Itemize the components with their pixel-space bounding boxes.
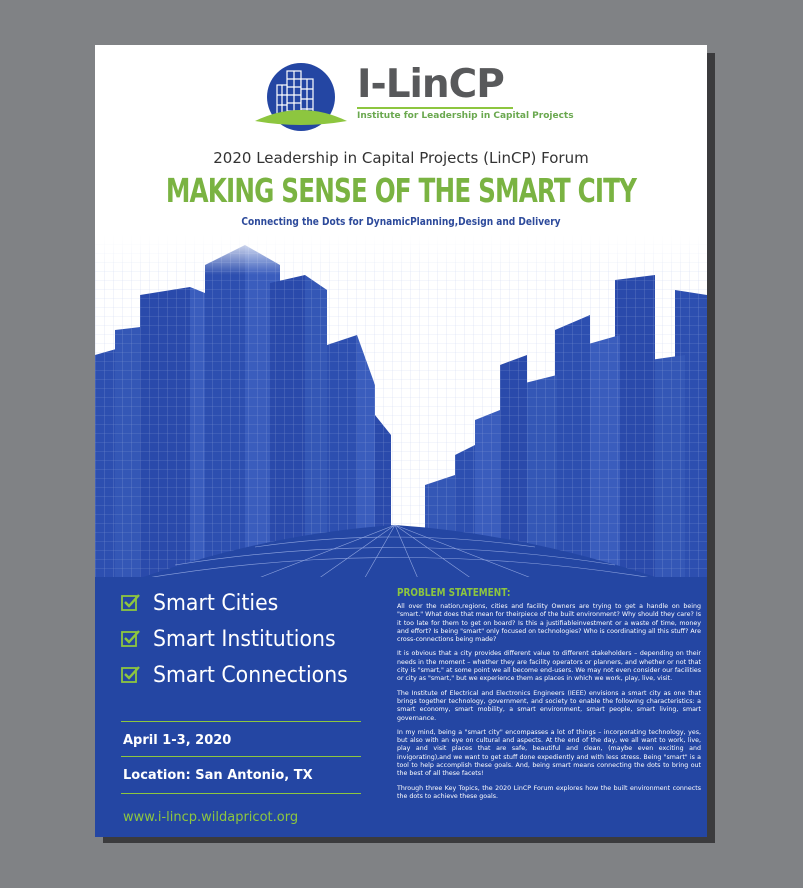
problem-paragraph: In my mind, being a "smart city" encompasses a lot of things – incorporating technology, yes, but also with an eye on cultural and aspects. At the end of the day, we all want to work, live, play and visit places that are safe, beautiful and clean, (maybe even exciting and invigorating),and we want to get stuff done expediently and with less stress. Being "smart" is a tool to help accomplish these goals. And, being smart means connecting the dots to bring out the best of all these facets!	[397, 728, 701, 778]
topic-label: Smart Institutions	[153, 626, 336, 652]
divider	[121, 756, 361, 757]
flyer-page	[95, 45, 707, 837]
problem-statement-title: PROBLEM STATEMENT:	[397, 587, 511, 599]
topic-item	[121, 657, 362, 693]
problem-paragraph: Through three Key Topics, the 2020 LinCP Forum explores how the built environment connects the dots to achieve these goals.	[397, 784, 701, 800]
cityscape-illustration	[95, 235, 707, 595]
event-dates: April 1-3, 2020	[123, 733, 232, 748]
divider	[121, 721, 361, 722]
building-globe-icon	[253, 59, 353, 135]
headline: MAKING SENSE OF THE SMART CITY	[165, 171, 637, 210]
logo-subtitle: Institute for Leadership in Capital Projects	[357, 111, 574, 121]
topic-item	[121, 585, 362, 621]
checkbox-check-icon	[121, 593, 141, 613]
logo-divider	[357, 107, 513, 109]
website-link[interactable]: www.i-lincp.wildapricot.org	[123, 810, 299, 825]
topic-label: Smart Cities	[153, 590, 279, 616]
problem-paragraph: The Institute of Electrical and Electronics Engineers (IEEE) envisions a smart city as one that brings together technology, government, and society to enable the following characteristics: a smart economy, smart mobility, a smart environment, smart people, smart living, smart governance.	[397, 689, 701, 722]
problem-paragraph: All over the nation,regions, cities and facility Owners are trying to get a handle on being "smart." What does that mean for theirpiece of the built environment? Why should they care? Is it too late for them to get on board? Is this a justifiableinvestment or a waste of time, money and effort? Is being "smart" only focused on technologies? Who is coordinating all this stuff? Are cross-connections being made?	[397, 603, 701, 644]
problem-paragraph: It is obvious that a city provides different value to different stakeholders – depending on their needs in the moment – whether they are facility operators or planners, and whether or not that city is "smart," at some point we all become end-users. We may not even consider our facilities or city as "smart," but we experience them as places in which we work, play, live, visit.	[397, 650, 701, 683]
problem-statement-body	[397, 603, 701, 807]
forum-title: 2020 Leadership in Capital Projects (LinCP) Forum	[213, 149, 589, 167]
checkbox-check-icon	[121, 629, 141, 649]
logo-name: I-LinCP	[357, 62, 504, 107]
event-location: Location: San Antonio, TX	[123, 768, 313, 783]
checkbox-check-icon	[121, 665, 141, 685]
topic-item	[121, 621, 362, 657]
topic-label: Smart Connections	[153, 662, 348, 688]
topic-list	[121, 585, 362, 693]
tagline: Connecting the Dots for DynamicPlanning,Design and Delivery	[241, 216, 561, 228]
divider	[121, 793, 361, 794]
